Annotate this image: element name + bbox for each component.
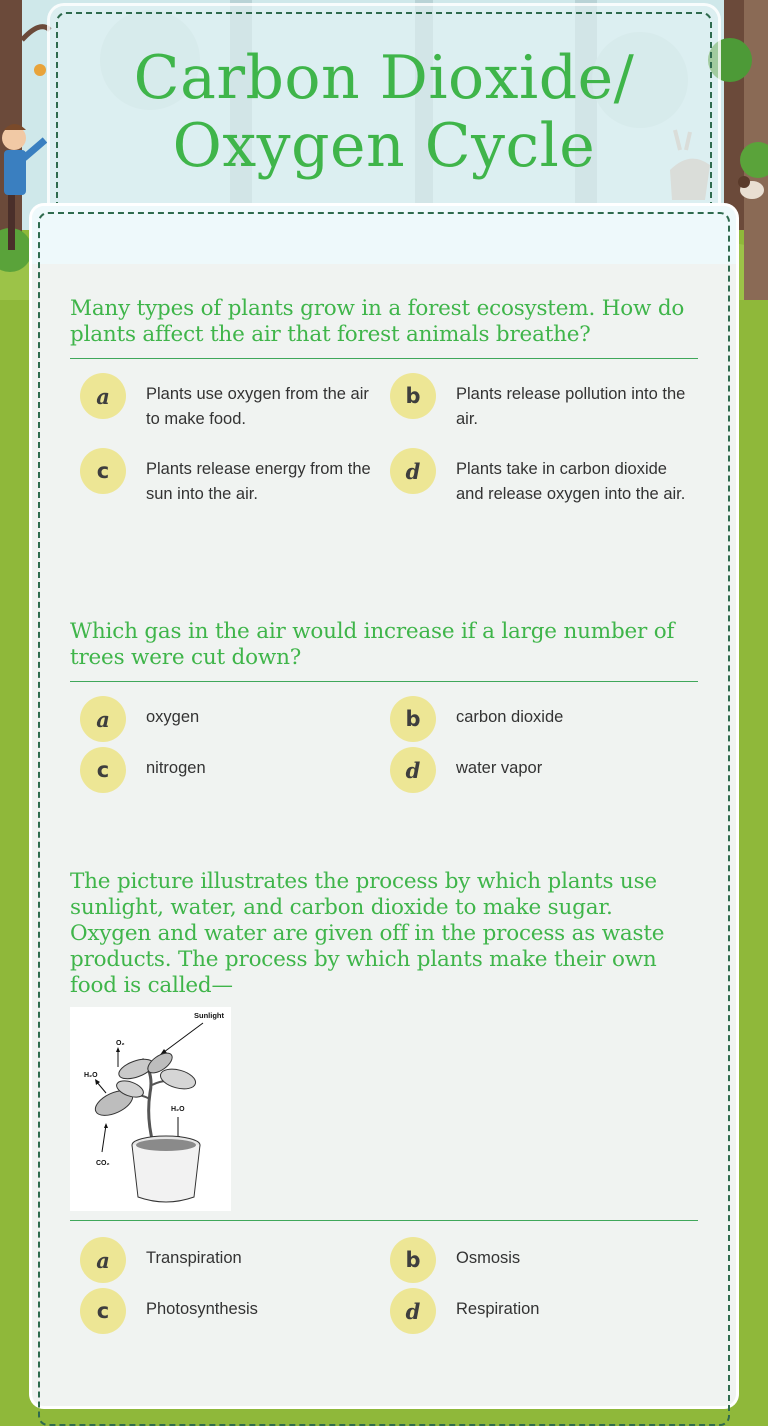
question-2-divider bbox=[70, 681, 698, 682]
q3-option-c-badge[interactable]: c bbox=[80, 1288, 126, 1334]
plant-illustration bbox=[70, 1007, 231, 1211]
question-2-text: Which gas in the air would increase if a large number of trees were cut down? bbox=[70, 619, 675, 670]
question-3 bbox=[70, 869, 698, 999]
label-sunlight: Sunlight bbox=[194, 1011, 224, 1020]
question-3-text: The picture illustrates the process by which plants use sunlight, water, and carbon dioxide to make sugar. Oxygen and water are given off in the process as waste products. The process by which plants make their own food is called— bbox=[70, 869, 665, 998]
label-h2o-left: H₂O bbox=[84, 1072, 98, 1079]
q3-option-b-badge[interactable]: b bbox=[390, 1237, 436, 1283]
q1-option-c-text: Plants release energy from the sun into the air. bbox=[146, 460, 371, 503]
q1-option-c-badge[interactable]: c bbox=[80, 448, 126, 494]
q1-option-a-text: Plants use oxygen from the air to make food. bbox=[146, 385, 369, 428]
label-o2: O₂ bbox=[116, 1040, 125, 1047]
question-1-divider bbox=[70, 358, 698, 359]
q1-option-b-badge[interactable]: b bbox=[390, 373, 436, 419]
photosynthesis-diagram bbox=[70, 1007, 231, 1211]
q1-option-d-badge[interactable]: d bbox=[390, 448, 436, 494]
q2-option-a-text: oxygen bbox=[146, 708, 200, 726]
q2-option-b-text: carbon dioxide bbox=[456, 708, 564, 726]
q3-option-d-text: Respiration bbox=[456, 1300, 540, 1318]
question-1 bbox=[70, 296, 698, 359]
q1-option-b-text: Plants release pollution into the air. bbox=[456, 385, 686, 428]
q2-option-d-badge[interactable]: d bbox=[390, 747, 436, 793]
question-3-divider bbox=[70, 1220, 698, 1221]
q3-option-c-text: Photosynthesis bbox=[146, 1300, 258, 1318]
page-title-line-1: Carbon Dioxide/ bbox=[133, 43, 635, 113]
q3-option-d-badge[interactable]: d bbox=[390, 1288, 436, 1334]
q2-option-d-text: water vapor bbox=[456, 759, 543, 777]
label-co2: CO₂ bbox=[96, 1160, 110, 1167]
question-2 bbox=[70, 619, 698, 682]
title-card bbox=[50, 6, 718, 228]
page-title-line-2: Oxygen Cycle bbox=[172, 111, 596, 181]
q3-option-a-text: Transpiration bbox=[146, 1249, 242, 1267]
q1-option-a-badge[interactable]: a bbox=[80, 373, 126, 419]
label-h2o-right: H₂O bbox=[171, 1106, 185, 1113]
question-3-divider-wrap bbox=[70, 1210, 698, 1221]
q3-option-b-text: Osmosis bbox=[456, 1249, 521, 1267]
q2-option-a-badge[interactable]: a bbox=[80, 696, 126, 742]
page-title bbox=[50, 44, 718, 180]
q3-option-a-badge[interactable]: a bbox=[80, 1237, 126, 1283]
q2-option-c-badge[interactable]: c bbox=[80, 747, 126, 793]
q1-option-d-text: Plants take in carbon dioxide and release oxygen into the air. bbox=[456, 460, 686, 503]
q2-option-b-badge[interactable]: b bbox=[390, 696, 436, 742]
question-1-text: Many types of plants grow in a forest ecosystem. How do plants affect the air that forest animals breathe? bbox=[70, 296, 685, 347]
q2-option-c-text: nitrogen bbox=[146, 759, 206, 777]
